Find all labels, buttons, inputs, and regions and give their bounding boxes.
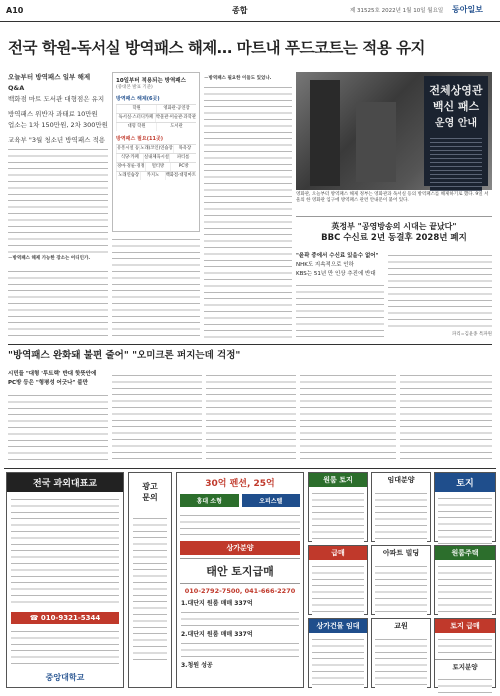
issue-meta: 제 31525호 2022년 1월 10일 월요일 <box>350 8 444 14</box>
ad-box-title: 토지분양 <box>435 659 495 673</box>
article2-byline: 파리=김윤종 특파원 <box>452 332 492 337</box>
ad-box-title: 토지 급매 <box>435 619 495 633</box>
table-row <box>116 104 196 113</box>
kicker-line: 교육부 "3월 청소년 방역패스 적용 <box>8 136 106 144</box>
cinema-photo <box>296 72 492 190</box>
deck-line: "윤곽 중에서 수신료 있을수 없어" <box>296 253 379 259</box>
table-cell: 파티룸 <box>169 154 196 162</box>
article1-body-col1 <box>8 146 108 254</box>
ad-box-body <box>312 563 364 617</box>
ad2-body <box>133 515 167 665</box>
ad1-body <box>11 496 119 608</box>
main-headline: 전국 학원-독서실 방역패스 해제… 마트내 푸드코트는 적용 유지 <box>8 39 426 57</box>
article2-title: BBC 수신료 2년 동결후 2028년 폐지 <box>321 233 467 243</box>
ad-box <box>371 472 431 542</box>
table-row <box>116 122 196 131</box>
table-cell: 식당·카페 <box>116 154 143 162</box>
deck-line: KBS는 51년 만 인상 추진에 반대 <box>296 271 376 277</box>
newspaper-logo: 동아일보 <box>452 5 483 14</box>
ad3-phone: 010-2792-7500, 041-666-2270 <box>184 587 296 595</box>
photo-caption: 영화관, 오늘부터 방역패스 해제 정부는 영화관과 독서실 등의 방역패스를 해제하기로 했다. 9일 서울의 한 영화관 입구에 방역패스 관련 안내문이 붙어 있다. <box>296 192 489 204</box>
ad4-body <box>181 609 299 627</box>
article3 <box>8 344 492 362</box>
ad3-row <box>177 492 303 509</box>
ad1-body2 <box>11 628 119 668</box>
ad-box <box>371 618 431 688</box>
table-cell: 목욕장 <box>173 145 196 153</box>
ad-box <box>308 472 368 542</box>
ad-box <box>434 472 496 542</box>
article1-body-col3 <box>204 84 292 338</box>
section-name: 종합 <box>232 6 248 15</box>
table-cell: 멀티방 <box>145 163 171 171</box>
ad-grid <box>308 472 496 688</box>
ad-box <box>308 545 368 615</box>
article2 <box>296 216 492 244</box>
ad-box-title: 토지 <box>435 473 495 492</box>
article1-body-col2 <box>112 236 200 338</box>
page-number: A10 <box>6 6 24 15</box>
kicker-line: 백화점 마트 도서관 대형점은 유지 <box>8 95 105 103</box>
ad-box-title: 원룸주택 <box>435 546 495 560</box>
article3-sub: PC방 등은 "형평성 어긋나" 불만 <box>8 380 88 386</box>
table-title: 10일부터 적용되는 방역패스 <box>116 78 186 84</box>
table-row <box>116 153 196 162</box>
ad3-big: 태안 토지급매 <box>180 558 300 584</box>
table-cell: 카지노 <box>140 172 164 180</box>
poster-fine-print <box>430 135 482 191</box>
ad-inquiry <box>128 472 172 688</box>
ads-divider <box>4 468 496 469</box>
ad4-line: 3.청원 성공 <box>181 662 213 669</box>
ad-box-body <box>312 636 364 690</box>
ad2-title: 광고 문의 <box>142 482 158 502</box>
article3-sub: 시민들 "대형 '투트랙' 반대 핫뜻안에 <box>8 371 97 377</box>
qa-question: －방역패스 해제 가능한 장소는 어디인가. <box>8 256 91 261</box>
table-cell: 노래(코인)연습장 <box>140 146 173 151</box>
page-header <box>0 0 500 22</box>
deck-line: NHK도 지속적으로 인하 <box>296 262 354 268</box>
poster-line: 전체상영관 <box>429 84 483 97</box>
ad-box-body <box>438 495 492 545</box>
table-released-rows <box>113 104 199 131</box>
article3-body-col5 <box>400 372 492 464</box>
ad-box-title: 교원 <box>394 622 408 630</box>
kicker-line: 방역패스 위반자 과태료 10만원 <box>8 110 98 118</box>
ad-box <box>371 545 431 615</box>
ad-box-title: 급매 <box>309 546 367 560</box>
article3-body-col1 <box>8 392 108 464</box>
table-subtitle: (중대본 발표 기준) <box>116 85 153 90</box>
person-silhouette <box>356 102 396 182</box>
table-cell: 학원 <box>116 105 156 113</box>
article2-body-col1 <box>296 282 384 338</box>
ad-education <box>6 472 124 688</box>
table-cell: 백화점·대형마트 <box>165 173 197 178</box>
kicker-line: 업소는 1차 150만원, 2차 300만원 <box>8 121 108 129</box>
ad1-school: 중앙대학교 <box>45 673 85 682</box>
ad3-body <box>180 512 300 538</box>
article1-body-col1b <box>8 268 108 338</box>
table-cell: 경마·경륜·경정 <box>117 164 145 169</box>
person-silhouette <box>310 80 340 186</box>
ad-box-title: 임대분양 <box>387 476 415 484</box>
article2-body-col2 <box>388 252 492 332</box>
article1-kicker <box>8 72 108 157</box>
ad3-mid: 상가분양 <box>180 541 300 555</box>
poster-line: 백신 패스 <box>432 100 480 113</box>
table-cell: 독서실·스터디카페 <box>116 114 155 122</box>
article3-subs <box>8 370 108 388</box>
ad-realestate-main <box>176 472 304 688</box>
ad3-sub1: 홍대 소형 <box>180 494 239 507</box>
article3-body-col4 <box>300 372 396 464</box>
table-cell: 영화관·공연장 <box>156 105 196 113</box>
ad4-line: 1.대단지 원룸 매매 337억 <box>181 600 253 607</box>
ad-box <box>434 545 496 615</box>
ad-box-body <box>375 490 427 544</box>
table-row <box>116 113 196 122</box>
ad-box-body <box>438 636 492 656</box>
ad-box <box>434 618 496 688</box>
table-group-required: 방역패스 필요(11곳) <box>116 136 164 142</box>
table-group-released: 방역패스 해제(6곳) <box>116 96 160 102</box>
article3-title: "방역패스 완화돼 불편 줄어" "오미크론 퍼지는데 걱정" <box>8 350 241 361</box>
ad3-sub2: 오피스텔 <box>242 494 301 507</box>
table-cell: 노래연습장 <box>116 172 140 180</box>
ad3-top: 30억 펜션, 25억 <box>205 479 275 489</box>
ad1-title: 전국 과외대표교 <box>7 473 123 492</box>
article3-body-col2 <box>112 372 202 464</box>
ad-box <box>308 618 368 688</box>
kicker-line: 오늘부터 방역패스 일부 해제 Q&A <box>8 73 91 92</box>
ad-box-title: 아파트 빌딩 <box>382 549 420 557</box>
ad-box-body <box>438 676 492 696</box>
ad-box-body <box>375 636 427 690</box>
ad-box-body <box>312 490 364 544</box>
article2-subtitle: 英정부 "공영방송의 시대는 끝났다" <box>331 222 457 231</box>
table-cell: 박물관·미술관·과학관 <box>155 115 196 120</box>
table-row <box>116 144 196 153</box>
table-row <box>116 162 196 171</box>
table-cell: 도서관 <box>156 123 196 131</box>
ad-box-title: 상가건물 임대 <box>309 619 367 633</box>
ad4-line: 2.대단지 원룸 매매 337억 <box>181 631 253 638</box>
table-cell: PC방 <box>170 163 196 171</box>
table-cell: 대형 학원 <box>116 123 156 131</box>
table-required-rows <box>113 144 199 180</box>
ad-box-body <box>375 563 427 617</box>
ad-box-title: 원룸 토지 <box>309 473 367 487</box>
table-row <box>116 171 196 180</box>
article2-decks <box>296 252 384 279</box>
article3-body-col3 <box>206 372 296 464</box>
table-cell: 유흥시설 등 <box>117 146 140 151</box>
ad4-body <box>181 640 299 658</box>
ad1-phone: ☎ 010-9321-5344 <box>11 612 119 624</box>
poster-line: 운영 안내 <box>434 118 478 129</box>
qa-closing: －방역패스 필요한 이들도 있었나. <box>204 76 272 81</box>
pass-poster <box>424 76 488 186</box>
passes-table <box>112 72 200 232</box>
table-cell: 실내체육시설 <box>144 155 169 160</box>
ad-box-body <box>438 563 492 617</box>
